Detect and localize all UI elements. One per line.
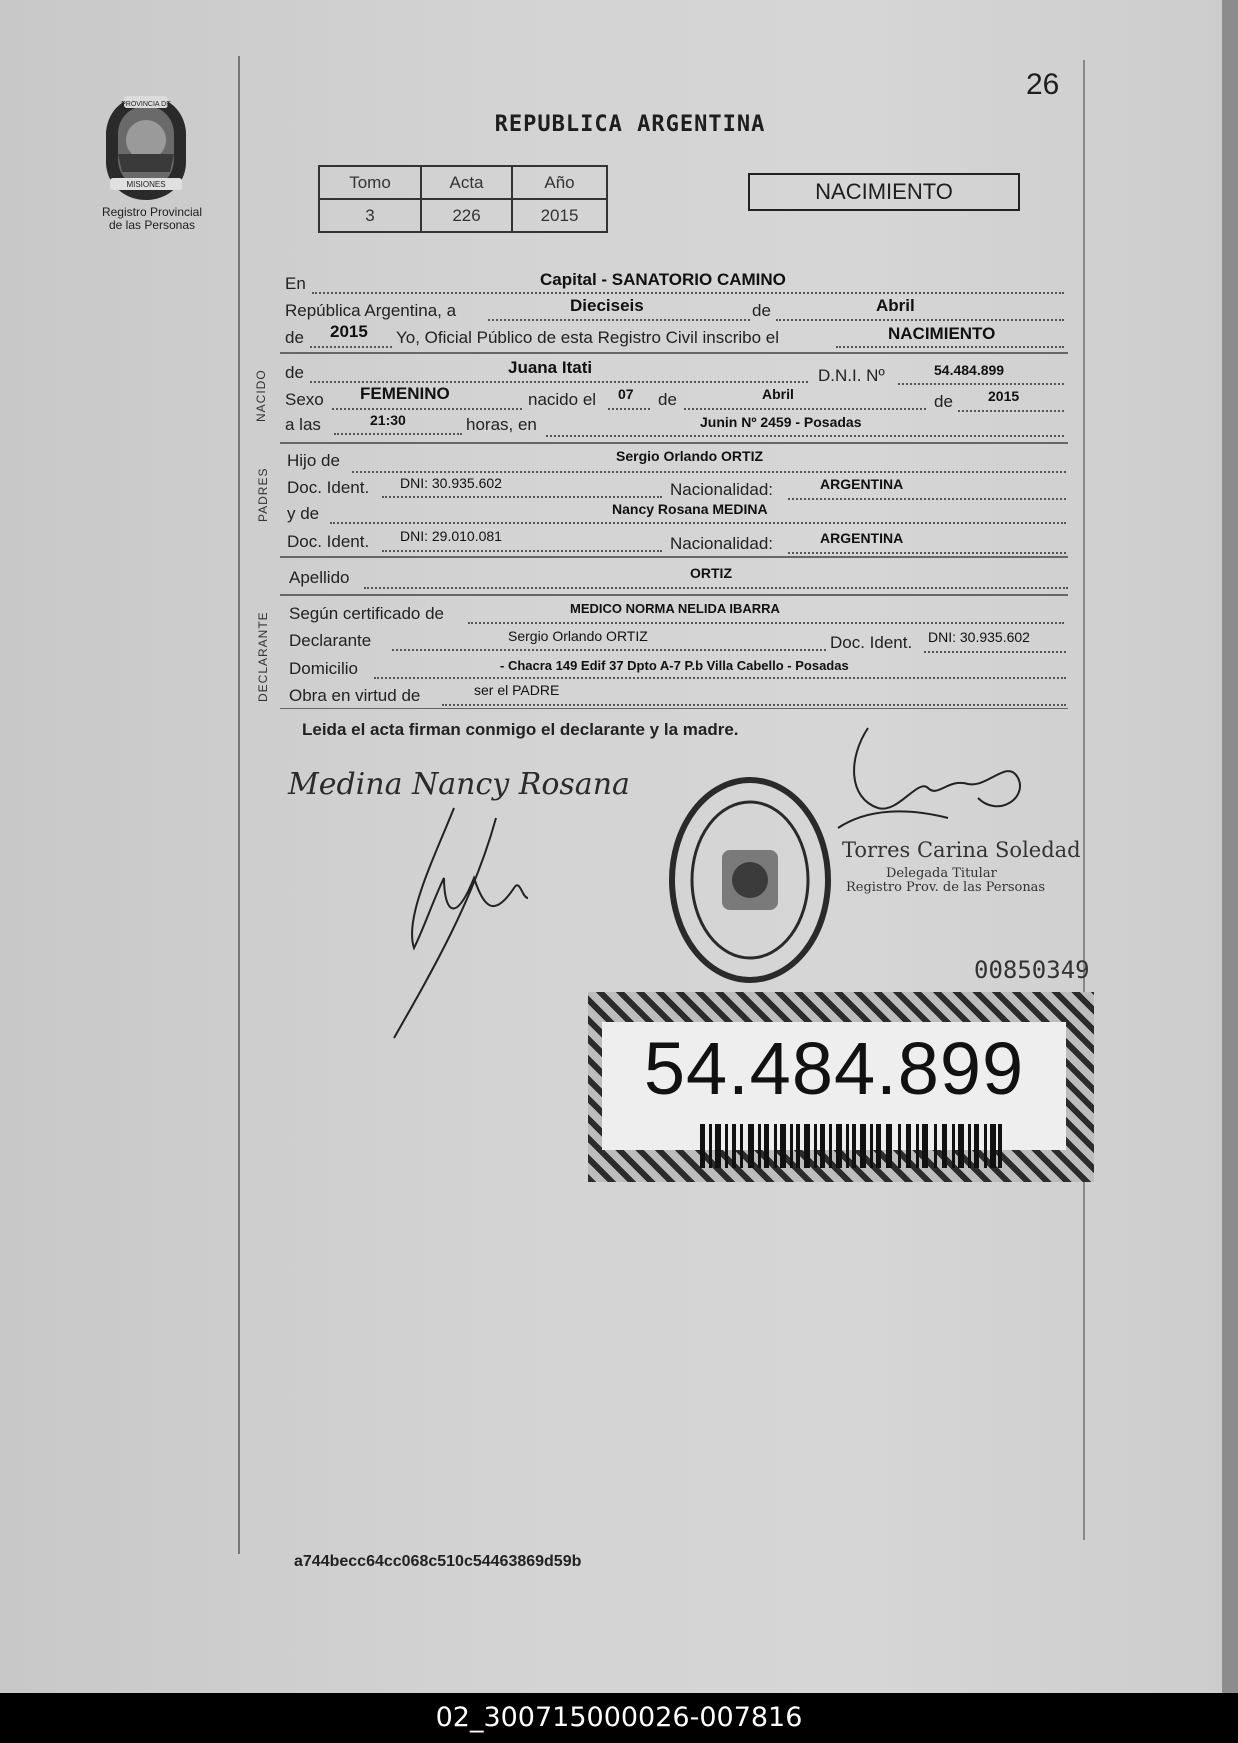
logo-caption-line-1: Registro Provincial bbox=[101, 205, 203, 219]
value-anio: 2015 bbox=[330, 322, 368, 341]
rule-padres-bottom bbox=[280, 556, 1068, 558]
acta-value: 226 bbox=[421, 199, 512, 232]
dots-mes-nac bbox=[684, 407, 926, 410]
acta-header: Acta bbox=[421, 166, 512, 199]
value-direccion-nac: Junin Nº 2459 - Posadas bbox=[700, 414, 862, 430]
dots-nombre bbox=[310, 380, 808, 383]
official-org: Registro Prov. de las Personas bbox=[846, 880, 1046, 895]
anio-value: 2015 bbox=[512, 199, 607, 232]
rule-declarante-top bbox=[280, 594, 1068, 596]
label-segun: Según certificado de bbox=[289, 604, 444, 623]
footer-id-bar bbox=[0, 1693, 1238, 1743]
value-dia-texto: Dieciseis bbox=[570, 296, 644, 315]
id-sticker bbox=[588, 992, 1094, 1182]
official-name: Torres Carina Soledad bbox=[842, 838, 1081, 862]
logo-caption bbox=[82, 206, 222, 232]
dots-dni bbox=[898, 382, 1064, 385]
label-doc-madre: Doc. Ident. bbox=[287, 532, 370, 551]
label-nac-madre: Nacionalidad: bbox=[670, 534, 774, 553]
anio-header: Año bbox=[512, 166, 607, 199]
value-lugar: Capital - SANATORIO CAMINO bbox=[540, 270, 786, 289]
value-mes: Abril bbox=[876, 296, 915, 315]
page-edge bbox=[1222, 0, 1238, 1693]
label-y-de: y de bbox=[287, 504, 320, 523]
dots-madre bbox=[330, 521, 1066, 524]
label-nacido-el: nacido el bbox=[528, 390, 597, 409]
svg-text:MISIONES: MISIONES bbox=[126, 180, 166, 189]
dots-dia bbox=[488, 318, 750, 321]
barcode bbox=[700, 1124, 1002, 1168]
sticker-number: 54.484.899 bbox=[643, 1027, 1025, 1110]
label-declarante: Declarante bbox=[289, 631, 372, 650]
sticker-label bbox=[602, 1022, 1066, 1150]
value-domicilio: - Chacra 149 Edif 37 Dpto A-7 P.b Villa Cabello - Posadas bbox=[500, 658, 849, 673]
label-de-mes: de bbox=[752, 301, 771, 320]
value-apellido: ORTIZ bbox=[690, 565, 732, 581]
value-dni-padre: DNI: 30.935.602 bbox=[400, 475, 502, 491]
value-dni-declarante: DNI: 30.935.602 bbox=[928, 629, 1030, 645]
svg-text:PROVINCIA DE: PROVINCIA DE bbox=[121, 101, 171, 108]
logo-caption-line-2: de las Personas bbox=[108, 218, 196, 232]
label-doc-declarante: Doc. Ident. bbox=[830, 633, 913, 652]
dots-nac-padre bbox=[788, 497, 1066, 500]
official-signature bbox=[808, 718, 1058, 838]
section-label-declarante: DECLARANTE bbox=[256, 611, 270, 702]
official-title: Delegada Titular bbox=[886, 866, 997, 881]
value-declarante: Sergio Orlando ORTIZ bbox=[508, 628, 648, 644]
label-a-las: a las bbox=[285, 415, 321, 434]
label-republica: República Argentina, a bbox=[285, 301, 457, 320]
value-nac-madre: ARGENTINA bbox=[820, 530, 904, 546]
value-obra: ser el PADRE bbox=[474, 682, 560, 698]
record-type-box: NACIMIENTO bbox=[748, 173, 1020, 211]
label-sexo: Sexo bbox=[285, 390, 324, 409]
label-de-mes-nac: de bbox=[658, 390, 677, 409]
closing-statement: Leida el acta firman conmigo el declarante y la madre. bbox=[302, 720, 739, 739]
document-title: REPUBLICA ARGENTINA bbox=[494, 112, 766, 137]
left-margin-rule bbox=[238, 56, 240, 1554]
registry-table bbox=[318, 165, 608, 233]
right-margin-rule bbox=[1083, 60, 1085, 1540]
svg-text:Medina Nancy Rosana: Medina Nancy Rosana bbox=[288, 767, 630, 802]
dots-nac-madre bbox=[788, 551, 1066, 554]
value-dni-madre: DNI: 29.010.081 bbox=[400, 528, 502, 544]
label-de-anio-nac: de bbox=[934, 392, 953, 411]
label-de-anio: de bbox=[285, 328, 304, 347]
value-madre: Nancy Rosana MEDINA bbox=[612, 501, 768, 517]
document-hash: a744becc64cc068c510c54463869d59b bbox=[294, 1553, 582, 1570]
label-hijo-de: Hijo de bbox=[287, 451, 340, 470]
value-dia-nac: 07 bbox=[618, 386, 634, 402]
value-mes-nac: Abril bbox=[762, 386, 794, 402]
value-dni: 54.484.899 bbox=[934, 362, 1005, 378]
value-certificado: MEDICO NORMA NELIDA IBARRA bbox=[570, 601, 780, 616]
dots-sexo bbox=[332, 407, 522, 410]
rule-declarante-bottom bbox=[280, 708, 1068, 709]
dots-dni-madre bbox=[382, 549, 662, 552]
dots-declarante bbox=[392, 648, 826, 651]
dots-direccion-nac bbox=[546, 434, 1064, 437]
dots-padre bbox=[352, 470, 1066, 473]
footer-id: 02_300715000026-007816 bbox=[435, 1702, 803, 1733]
dots-mes bbox=[776, 318, 1064, 321]
value-padre: Sergio Orlando ORTIZ bbox=[616, 448, 764, 464]
label-nac-padre: Nacionalidad: bbox=[670, 480, 774, 499]
dots-obra bbox=[442, 703, 1066, 706]
label-doc-padre: Doc. Ident. bbox=[287, 478, 370, 497]
page-number: 26 bbox=[1026, 68, 1060, 101]
dots-anio-nac bbox=[958, 409, 1064, 412]
dots-en bbox=[312, 291, 1064, 294]
label-horas-en: horas, en bbox=[466, 415, 537, 434]
dots-dia-nac bbox=[608, 407, 650, 410]
dots-domicilio bbox=[374, 676, 1066, 679]
value-hora: 21:30 bbox=[370, 412, 406, 428]
rule-nacido-top bbox=[280, 352, 1068, 354]
tomo-value: 3 bbox=[319, 199, 421, 232]
dots-certificado bbox=[468, 621, 1064, 624]
value-anio-nac: 2015 bbox=[988, 388, 1020, 404]
dots-apellido bbox=[364, 586, 1068, 589]
label-apellido: Apellido bbox=[289, 568, 350, 587]
tomo-header: Tomo bbox=[319, 166, 421, 199]
section-label-nacido: NACIDO bbox=[254, 369, 268, 422]
value-tipo: NACIMIENTO bbox=[888, 324, 996, 343]
label-de-nombre: de bbox=[285, 363, 304, 382]
dots-hora bbox=[334, 432, 462, 435]
serial-number: 00850349 bbox=[974, 956, 1090, 984]
dots-anio bbox=[310, 345, 392, 348]
label-en: En bbox=[285, 274, 306, 293]
value-nombre: Juana Itati bbox=[508, 358, 593, 377]
rule-padres-top bbox=[280, 442, 1068, 444]
label-obra: Obra en virtud de bbox=[289, 686, 421, 705]
dots-dni-declarante bbox=[924, 650, 1066, 653]
section-label-padres: PADRES bbox=[256, 467, 270, 522]
dots-tipo bbox=[836, 345, 1064, 348]
label-yo: Yo, Oficial Público de esta Registro Civil inscribo el bbox=[396, 328, 779, 347]
label-dni: D.N.I. Nº bbox=[818, 366, 885, 385]
label-domicilio: Domicilio bbox=[289, 659, 358, 678]
value-sexo: FEMENINO bbox=[360, 384, 450, 403]
value-nac-padre: ARGENTINA bbox=[820, 476, 904, 492]
dots-dni-padre bbox=[382, 495, 662, 498]
